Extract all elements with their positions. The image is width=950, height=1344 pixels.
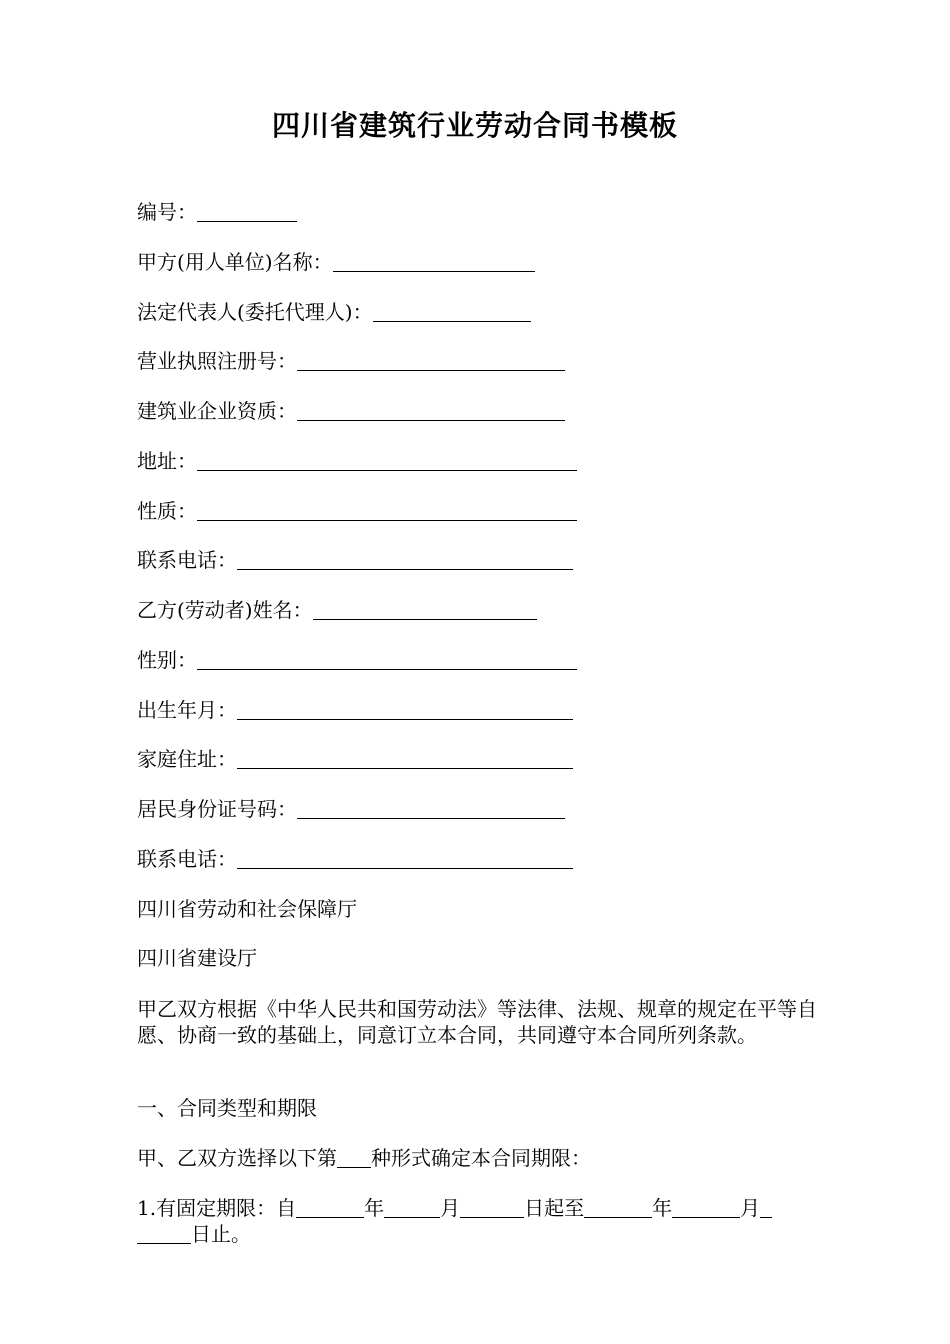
field-legal-rep [137,299,531,325]
end-day-blank-part1[interactable] [760,1197,772,1218]
issuer-labor-dept: 四川省劳动和社会保障厅 [137,897,357,921]
field-phone-b [137,846,573,872]
field-birth-label: 出生年月： [137,698,237,722]
start-month-blank[interactable] [384,1197,440,1218]
field-phone-b-label: 联系电话： [137,847,237,871]
end-day-blank-part2[interactable] [137,1223,191,1244]
field-license-no [137,348,565,374]
fixed-term-line [137,1195,772,1221]
issuer-construction-dept: 四川省建设厅 [137,946,257,970]
field-gender-blank[interactable] [197,649,577,670]
field-phone-a-blank[interactable] [237,549,573,570]
field-nature-blank[interactable] [197,500,577,521]
field-address [137,448,577,474]
field-id-number-blank[interactable] [297,798,565,819]
start-month-label: 月 [440,1196,461,1220]
end-month-label: 月 [740,1196,761,1220]
field-id-number-label: 居民身份证号码： [137,797,297,821]
term-choice-suffix: 种形式确定本合同期限： [371,1146,591,1170]
field-license-no-blank[interactable] [297,350,565,371]
field-license-no-label: 营业执照注册号： [137,349,297,373]
field-phone-a [137,547,573,573]
field-nature-label: 性质： [137,499,197,523]
end-year-blank[interactable] [584,1197,652,1218]
start-year-blank[interactable] [296,1197,364,1218]
field-home-address-label: 家庭住址： [137,747,237,771]
fixed-term-prefix: 1.有固定期限：自 [137,1196,297,1220]
field-home-address [137,746,573,772]
term-choice-prefix: 甲、乙双方选择以下第 [137,1146,337,1170]
document-title: 四川省建筑行业劳动合同书模板 [271,109,678,142]
term-choice-blank[interactable] [337,1147,371,1168]
field-party-b-name-label: 乙方(劳动者)姓名： [137,598,313,622]
field-birth [137,697,573,723]
intro-paragraph: 甲乙双方根据《中华人民共和国劳动法》等法律、法规、规章的规定在平等自愿、协商一致的基础上，同意订立本合同，共同遵守本合同所列条款。 [137,997,817,1047]
field-number-blank[interactable] [197,201,297,222]
field-gender [137,647,577,673]
field-address-label: 地址： [137,449,197,473]
field-number [137,199,297,225]
section-heading: 一、合同类型和期限 [137,1096,317,1120]
end-year-label: 年 [652,1196,673,1220]
field-legal-rep-blank[interactable] [373,301,531,322]
start-year-label: 年 [364,1196,385,1220]
field-legal-rep-label: 法定代表人(委托代理人)： [137,300,373,324]
fixed-term-line-2 [137,1221,251,1247]
field-party-a-name-label: 甲方(用人单位)名称： [137,250,333,274]
field-address-blank[interactable] [197,450,577,471]
field-party-b-name [137,597,537,623]
start-day-label: 日起至 [524,1196,585,1220]
end-day-label: 日止。 [191,1222,251,1246]
term-choice-line [137,1145,591,1171]
field-phone-b-blank[interactable] [237,848,573,869]
field-party-a-name [137,249,535,275]
field-qualification-label: 建筑业企业资质： [137,399,297,423]
field-party-a-name-blank[interactable] [333,251,535,272]
field-phone-a-label: 联系电话： [137,548,237,572]
field-qualification [137,398,565,424]
field-home-address-blank[interactable] [237,748,573,769]
field-id-number [137,796,565,822]
field-gender-label: 性别： [137,648,197,672]
field-qualification-blank[interactable] [297,400,565,421]
end-month-blank[interactable] [672,1197,740,1218]
field-party-b-name-blank[interactable] [313,599,537,620]
start-day-blank[interactable] [460,1197,524,1218]
field-number-label: 编号： [137,200,197,224]
field-birth-blank[interactable] [237,699,573,720]
field-nature [137,498,577,524]
